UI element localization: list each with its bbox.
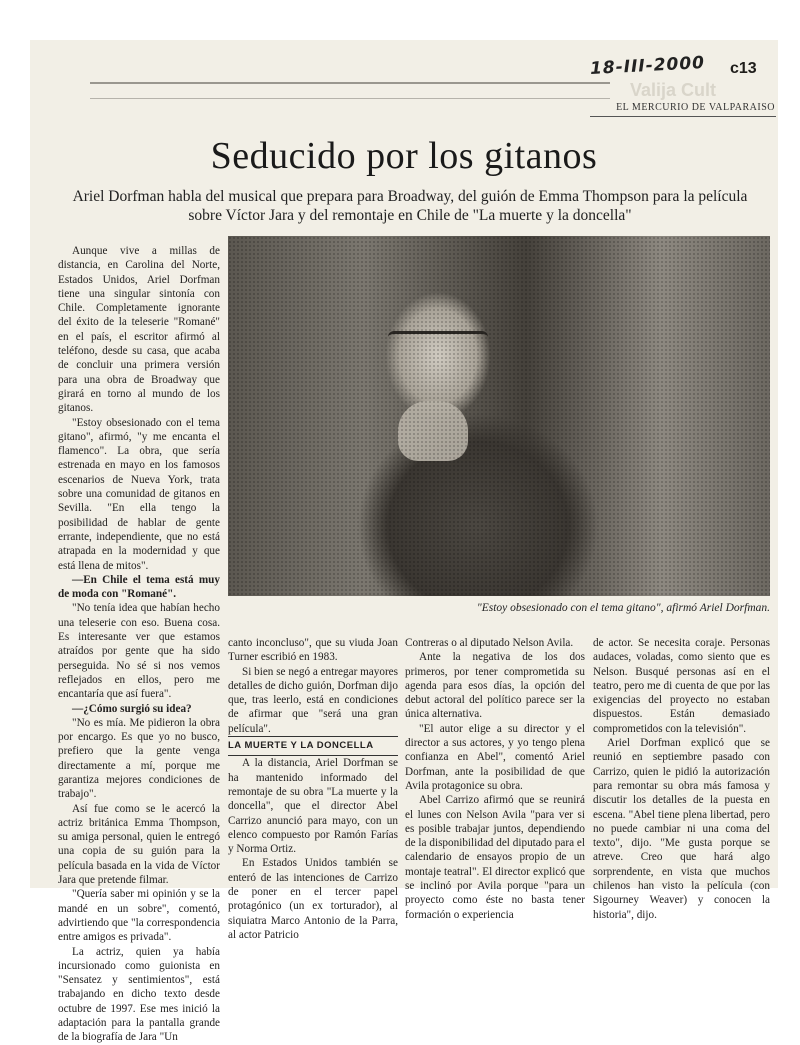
handwritten-date: 18-III-2000 [589,53,706,79]
interview-question: —En Chile el tema está muy de moda con "Romané". [58,573,220,601]
paragraph: Ante la negativa de los dos primeros, por tener comprometida su agenda para esos días, la opción del debut actoral del político parece ser la única alternativa. [405,651,585,721]
paragraph: "Quería saber mi opinión y se la mandé en un sobre", comentó, advirtiendo que "la correspondencia entre amigos es privada". [58,888,220,944]
paragraph: En Estados Unidos también se enteró de las intenciones de Carrizo de poner en el tercer papel protagónico (un ex torturador), al siquiatra Marco Antonio de la Parra, al actor Patricio [228,857,398,941]
column-1 [58,244,220,1045]
masthead-rule [590,116,776,117]
column-4 [593,636,770,922]
paragraph: canto inconcluso", que su viuda Joan Turner escribió en 1983. [228,637,398,664]
headline: Seducido por los gitanos [210,135,598,177]
top-rule [90,82,610,84]
paragraph: "El autor elige a su director y el director a sus actores, y yo tengo plena confianza en Abel", comentó Ariel Dorfman, ante la posibilidad de que Avila protagonice su obra. [405,722,585,792]
halftone-grain [228,236,770,596]
paragraph: Aunque vive a millas de distancia, en Carolina del Norte, Estados Unidos, Ariel Dorfman tiene una singular sintonía con Chile. Completamente ignorante del éxito de la teleserie "Romané" en el país, el escritor afirmó al teléfono, desde su casa, que acaba de concluir una primera versión para una obra de Broadway que girará en torno al mundo de los gitanos. [58,245,220,415]
deck-subtitle: Ariel Dorfman habla del musical que prepara para Broadway, del guión de Emma Thompson para la película sobre Víctor Jara y del remontaje en Chile de "La muerte y la doncella" [72,188,748,224]
top-rule-thin [90,98,610,99]
paragraph: Si bien se negó a entregar mayores detalles de dicho guión, Dorfman dijo que, tras leerlo, está en condiciones de afirmar que "será una gran película". [228,665,398,735]
newspaper-name: EL MERCURIO DE VALPARAISO [616,102,775,113]
paragraph: de actor. Se necesita coraje. Personas audaces, voladas, como siento que es Nelson. Busqué personas así en el teatro, pero me di cuenta de que por las exigencias del proyecto no estaban dispuestos. Están demasiado comprometidos con la televisión". [593,637,770,735]
portrait-photo [228,236,770,596]
paragraph: "No tenía idea que habían hecho una teleserie con eso. Buena cosa. Es interesante ver que estamos atraídos por gente que ha sido perseguida. No sé si nos vemos reflejados en ellos, pero me encantaría que así fuera". [58,602,220,701]
interview-question: —¿Cómo surgió su idea? [72,702,192,715]
faded-section-title: Valija Cult [630,80,717,100]
page-code: c13 [730,60,757,77]
column-2 [228,636,398,942]
paragraph: Ariel Dorfman explicó que se reunió en septiembre pasado con Carrizo, quien le pidió la autorización para remontar su obra más famosa y discutir los detalles de la puesta en escena. "Abel tiene plena libertad, pero no puede cambiar ni una coma del texto", dijo. "Me gusta porque se atreve. Creo que hará algo sorprendente, en vista que muchos chilenos han visto la película (con Sigourney Weaver) y conocen la historia", dijo. [593,737,770,921]
paragraph: La actriz, quien ya había incursionado como guionista en "Sensatez y sentimientos", está trabajando en dicho texto desde octubre de 1997. Ese mes inició la adaptación para la pantalla grande de la biografía de Jara "Un [58,945,220,1044]
paragraph: Contreras o al diputado Nelson Avila. [405,637,574,649]
paragraph: A la distancia, Ariel Dorfman se ha mantenido informado del remontaje de su obra "La muerte y la doncella", que el director Abel Carrizo anunció para mayo, con un elenco compuesto por Ramón Farías y Norma Ortiz. [228,757,398,856]
paragraph: "Estoy obsesionado con el tema gitano", afirmó, "y me encanta el flamenco". La obra, que sería estrenada en mayo en los famosos escenarios de Nueva York, trata sobre una comunidad de gitanos en Sevilla. "En ella tengo la posibilidad de hablar de gente errante, independiente, que no está atrapada en la modernidad y que está llena de mitos". [58,416,220,572]
section-subhead: LA MUERTE Y LA DONCELLA [228,736,398,756]
paragraph: "No es mía. Me pidieron la obra por encargo. Es que yo no busco, prefiero que la gente venga directamente a mí, porque me garantiza mejores condiciones de trabajo". [58,716,220,801]
column-3 [405,636,585,922]
paragraph: Abel Carrizo afirmó que se reunirá el lunes con Nelson Avila "para ver si es posible trabajar juntos, dependiendo de la disponibilidad del diputado para el calendario de ensayos propio de un montaje teatral". El director explicó que se inclinó por Avila porque "para un proyecto como éste no basta tener formación o experiencia [405,794,585,921]
photo-caption: "Estoy obsesionado con el tema gitano", afirmó Ariel Dorfman. [476,602,770,614]
newspaper-clipping [30,40,778,1044]
paragraph: Así fue como se le acercó la actriz británica Emma Thompson, su amiga personal, quien le entregó una copia de su guión para la película basada en la vida de Víctor Jara que pretende filmar. [58,802,220,887]
